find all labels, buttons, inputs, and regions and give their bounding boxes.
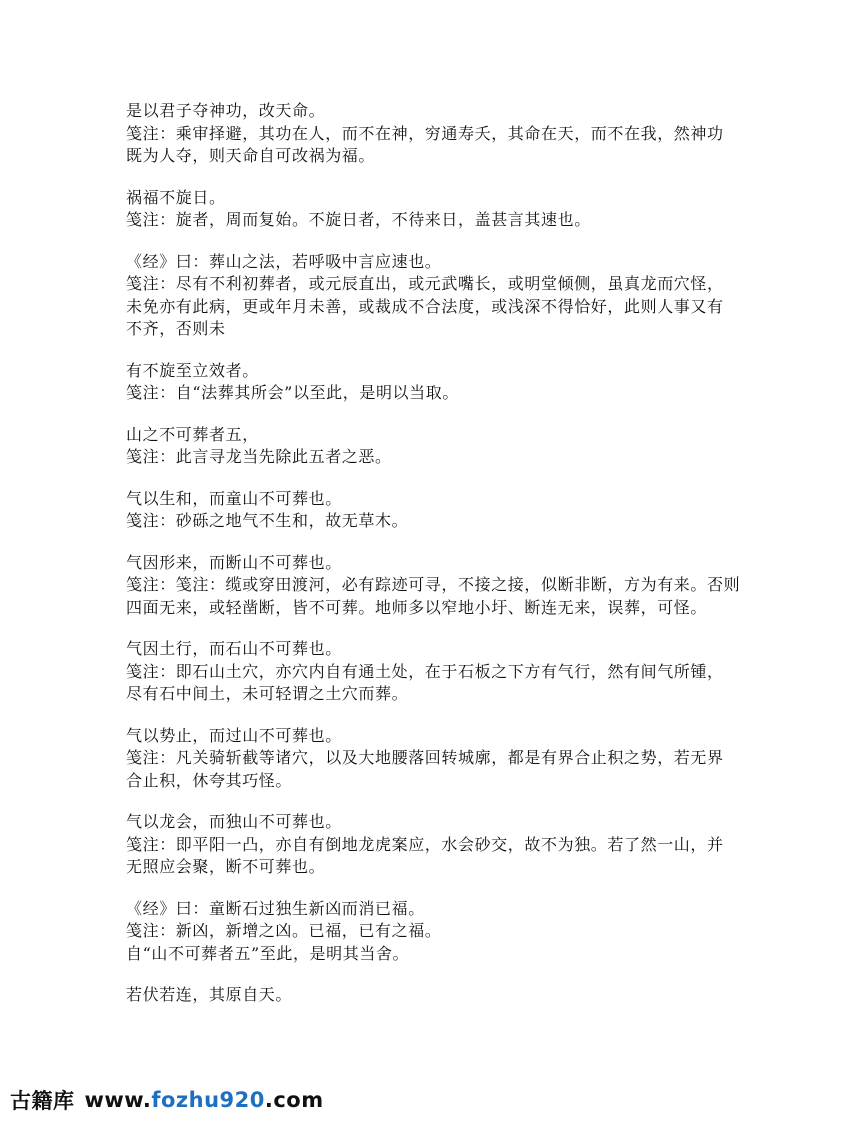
paragraph xyxy=(126,251,766,341)
paragraph xyxy=(126,100,766,168)
paragraph xyxy=(126,725,766,793)
text-line: 笺注：乘审择避，其功在人，而不在神，穷通寿夭，其命在天，而不在我，然神功 xyxy=(126,123,724,143)
text-line: 笺注：砂砾之地气不生和，故无草木。 xyxy=(126,511,409,530)
text-line: 笺注：笺注：缆或穿田渡河，必有踪迹可寻，不接之接，似断非断，方为有来。否则 xyxy=(126,575,741,594)
text-line: 不齐，否则未 xyxy=(126,319,226,338)
watermark-url-suffix: .com xyxy=(264,1088,324,1112)
text-line: 笺注：尽有不利初葬者，或元辰直出，或元武嘴长，或明堂倾侧，虽真龙而穴怪， xyxy=(126,274,724,293)
text-line: 笺注：自“法葬其所会”以至此，是明以当取。 xyxy=(126,383,459,402)
text-line: 四面无来，或轻凿断，皆不可葬。地师多以窄地小圩、断连无来，误葬，可怪。 xyxy=(126,597,708,617)
paragraph xyxy=(126,984,766,1007)
text-line: 笺注：此言寻龙当先除此五者之恶。 xyxy=(126,447,392,466)
document-body xyxy=(126,100,766,1026)
site-watermark xyxy=(10,1085,324,1115)
text-line: 气以势止，而过山不可葬也。 xyxy=(126,725,342,745)
paragraph xyxy=(126,488,766,533)
paragraph xyxy=(126,811,766,879)
text-line: 笺注：即石山土穴，亦穴内自有通土处，在于石板之下方有气行，然有间气所锺， xyxy=(126,661,724,681)
paragraph xyxy=(126,898,766,966)
text-line: 若伏若连，其原自天。 xyxy=(126,985,293,1004)
text-line: 是以君子夺神功，改天命。 xyxy=(126,101,326,120)
text-line: 合止积，休夸其巧怪。 xyxy=(126,770,293,790)
paragraph xyxy=(126,360,766,405)
text-line: 有不旋至立效者。 xyxy=(126,360,259,380)
text-line: 气以生和，而童山不可葬也。 xyxy=(126,488,342,508)
text-line: 笺注：凡关骑斩截等诸穴，以及大地腰落回转城廓，都是有界合止积之势，若无界 xyxy=(126,748,724,767)
text-line: 气因形来，而断山不可葬也。 xyxy=(126,552,342,572)
text-line: 笺注：即平阳一凸，亦自有倒地龙虎案应，水会砂交，故不为独。若了然一山，并 xyxy=(126,834,724,854)
text-line: 气以龙会，而独山不可葬也。 xyxy=(126,812,342,831)
text-line: 自“山不可葬者五”至此，是明其当舍。 xyxy=(126,943,410,963)
text-line: 祸福不旋日。 xyxy=(126,187,226,207)
watermark-url-prefix: www. xyxy=(84,1088,152,1112)
text-line: 山之不可葬者五， xyxy=(126,424,259,444)
text-line: 笺注：新凶，新增之凶。已福，已有之福。 xyxy=(126,921,442,940)
paragraph xyxy=(126,552,766,620)
text-line: 尽有石中间土，未可轻谓之土穴而葬。 xyxy=(126,684,409,703)
text-line: 气因土行，而石山不可葬也。 xyxy=(126,639,342,658)
watermark-url-domain: fozhu920 xyxy=(151,1088,265,1112)
text-line: 《经》曰：葬山之法，若呼吸中言应速也。 xyxy=(126,251,442,271)
paragraph xyxy=(126,638,766,706)
text-line: 《经》曰：童断石过独生新凶而消已福。 xyxy=(126,898,425,918)
text-line: 既为人夺，则天命自可改祸为福。 xyxy=(126,146,376,165)
paragraph xyxy=(126,424,766,469)
watermark-brand: 古籍库 xyxy=(10,1089,75,1113)
text-line: 笺注：旋者，周而复始。不旋日者，不待来日，盖甚言其速也。 xyxy=(126,210,591,229)
paragraph xyxy=(126,187,766,232)
text-line: 无照应会聚，断不可葬也。 xyxy=(126,857,326,876)
text-line: 未免亦有此病，更或年月未善，或裁成不合法度，或浅深不得恰好，此则人事又有 xyxy=(126,296,724,316)
